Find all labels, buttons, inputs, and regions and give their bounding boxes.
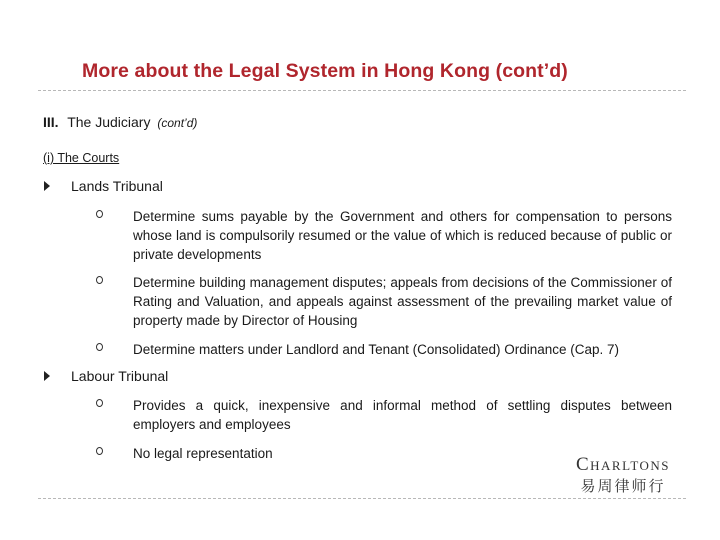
triangle-right-icon <box>44 371 50 381</box>
triangle-right-icon <box>44 181 50 191</box>
section-title: The Judiciary <box>67 114 151 130</box>
hollow-circle-icon <box>96 210 103 218</box>
item-label: Labour Tribunal <box>71 368 169 384</box>
hollow-circle-icon <box>96 399 103 407</box>
hollow-circle-icon <box>96 447 103 455</box>
section-suffix: (cont’d) <box>157 116 198 130</box>
section-number: III. <box>43 114 59 130</box>
subheading: (i) The Courts <box>43 151 120 165</box>
section-heading <box>43 114 197 130</box>
slide-title: More about the Legal System in Hong Kong (cont’d) <box>82 60 568 82</box>
subitem-text: Determine building management disputes; appeals from decisions of the Commissioner of Rating and Valuation, and appeals against assessment of the prevailing market value of property made by Director of Housing <box>133 275 672 328</box>
hollow-circle-icon <box>96 276 103 284</box>
logo-name-en: Charltons <box>575 454 671 475</box>
subitem-text: Determine sums payable by the Government and others for compensation to persons whose land is compulsorily resumed or the value of which is reduced because of public or private developments <box>133 209 672 262</box>
top-divider <box>38 90 686 91</box>
logo-name-zh: 易周律师行 <box>580 477 666 495</box>
subitem-text: Provides a quick, inexpensive and informal method of settling disputes between employers and employees <box>133 398 672 432</box>
hollow-circle-icon <box>96 343 103 351</box>
charltons-logo <box>558 454 688 498</box>
subitem-text: No legal representation <box>133 446 273 461</box>
subitem-text: Determine matters under Landlord and Tenant (Consolidated) Ordinance (Cap. 7) <box>133 342 620 357</box>
item-label: Lands Tribunal <box>71 178 163 194</box>
bottom-divider <box>38 498 686 499</box>
